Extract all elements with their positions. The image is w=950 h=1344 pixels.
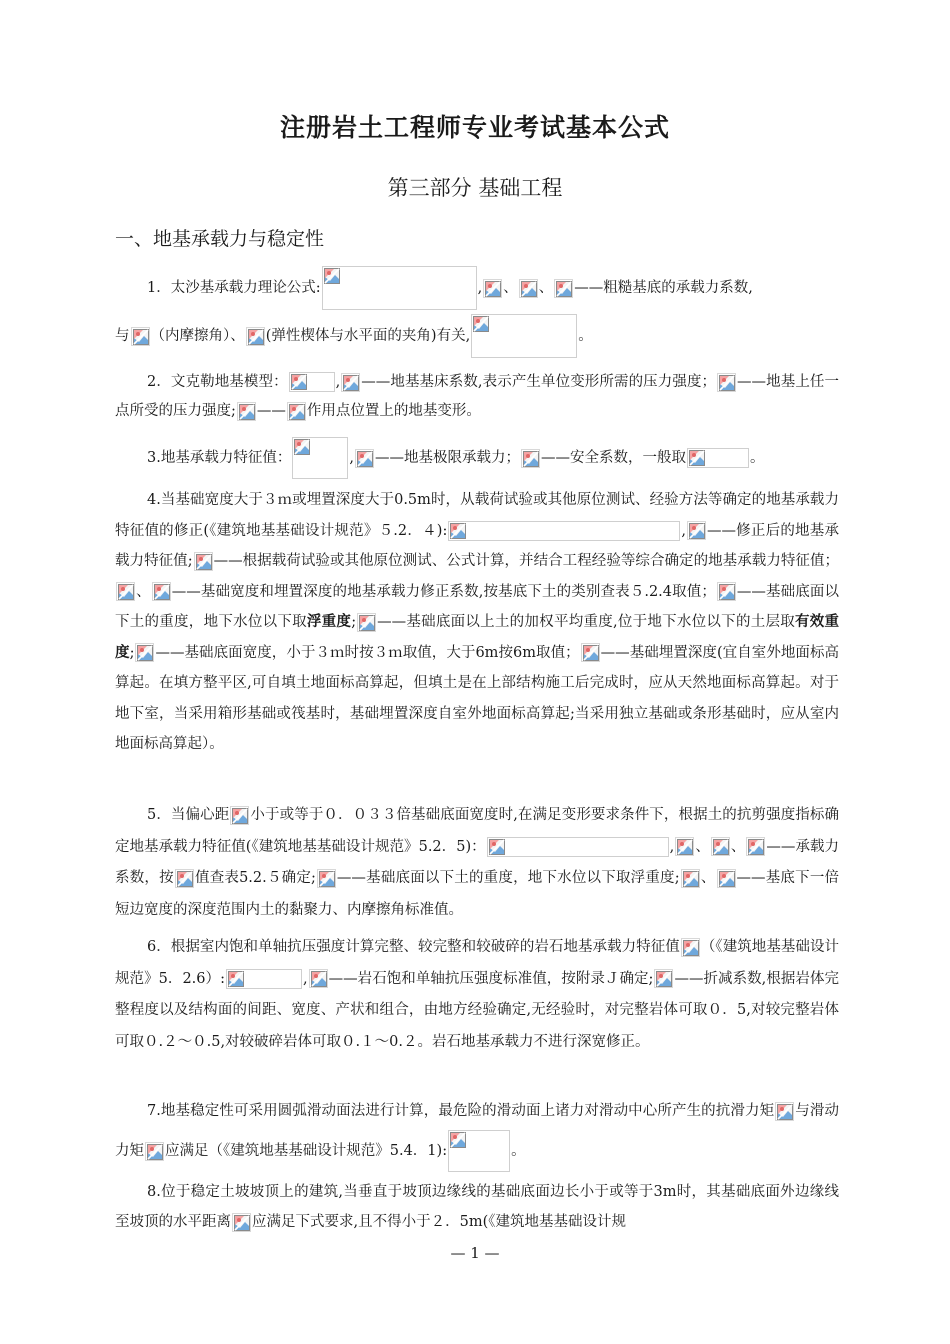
broken-image-icon — [689, 450, 705, 466]
broken-image-icon — [583, 645, 599, 661]
formula-image-placeholder — [654, 969, 673, 988]
formula-image-placeholder — [471, 314, 577, 358]
formula-image-placeholder — [487, 837, 669, 857]
broken-image-icon — [357, 451, 373, 467]
formula-image-placeholder — [152, 582, 171, 601]
paragraph-1: 1．太沙基承载力理论公式: , 、 、 ——粗糙基底的承载力系数, 与 （内摩擦角）、 (弹性楔体与水平面的夹角)有关, 。 — [115, 264, 839, 360]
broken-image-icon — [713, 839, 729, 855]
formula-image-placeholder — [717, 582, 736, 601]
broken-image-icon — [485, 281, 501, 297]
formula-image-placeholder — [292, 437, 348, 479]
broken-image-icon — [196, 554, 212, 570]
broken-image-icon — [359, 615, 375, 631]
broken-image-icon — [319, 871, 335, 887]
formula-image-placeholder — [341, 373, 360, 392]
formula-image-placeholder — [357, 613, 376, 632]
formula-image-placeholder — [687, 521, 706, 540]
broken-image-icon — [228, 971, 244, 987]
broken-image-icon — [232, 808, 248, 824]
formula-image-placeholder — [287, 402, 306, 421]
formula-image-placeholder — [746, 837, 765, 856]
paragraph-5: 5．当偏心距 小于或等于０．０３３倍基础底面宽度时,在满足变形要求条件下，根据土的抗剪强度指标确定地基承载力特征值(《建筑地基基础设计规范》5.2．5)： , 、 、 ——承载力系数，按 值查表5.2.５确定; ——基础底面以下土的重度，地下水位以下取浮重度; 、 ——基底下一倍短边宽度的深度范围内土的黏聚力、内摩擦角标准值。 — [115, 807, 840, 918]
formula-image-placeholder — [681, 938, 700, 957]
broken-image-icon — [291, 374, 307, 390]
broken-image-icon — [689, 523, 705, 539]
broken-image-icon — [248, 329, 264, 345]
formula-image-placeholder — [355, 449, 374, 468]
formula-image-placeholder — [675, 837, 694, 856]
formula-image-placeholder — [246, 327, 265, 346]
broken-image-icon — [147, 1144, 163, 1160]
paragraph-7: 7.地基稳定性可采用圆弧滑动面法进行计算，最危险的滑动面上诸力对滑动中心所产生的抗滑力矩 与滑动力矩 应满足（《建筑地基基础设计规范》5.4．1): 。 — [115, 1092, 839, 1172]
broken-image-icon — [677, 839, 693, 855]
formula-image-placeholder — [717, 869, 736, 888]
broken-image-icon — [748, 839, 764, 855]
formula-image-placeholder — [135, 643, 154, 662]
formula-image-placeholder — [237, 402, 256, 421]
paragraph-2: 2．文克勒地基模型： , ——地基基床系数,表示产生单位变形所需的压力强度； ——地基上任一点所受的压力强度; —— 作用点位置上的地基变形。 — [115, 374, 840, 419]
broken-image-icon — [777, 1104, 793, 1120]
broken-image-icon — [294, 439, 310, 455]
broken-image-icon — [683, 871, 699, 887]
broken-image-icon — [289, 404, 305, 420]
broken-image-icon — [137, 645, 153, 661]
broken-image-icon — [154, 584, 170, 600]
broken-image-icon — [719, 375, 735, 391]
broken-image-icon — [521, 281, 537, 297]
formula-image-placeholder — [289, 372, 335, 392]
broken-image-icon — [177, 871, 193, 887]
broken-image-icon — [473, 316, 489, 332]
broken-image-icon — [118, 584, 134, 600]
broken-image-icon — [523, 451, 539, 467]
broken-image-icon — [311, 971, 327, 987]
paragraph-3: 3.地基承载力特征值： , ——地基极限承载力； ——安全系数，一般取 。 — [115, 436, 839, 480]
paragraph-8: 8.位于稳定土坡坡顶上的建筑,当垂直于坡顶边缘线的基础底面边长小于或等于3m时，其基础底面外边缘线至坡顶的水平距离 应满足下式要求,且不得小于２．5m(《建筑地基基础设计规 — [115, 1184, 839, 1230]
formula-image-placeholder — [322, 266, 477, 310]
broken-image-icon — [234, 1215, 250, 1231]
broken-image-icon — [343, 375, 359, 391]
formula-image-placeholder — [717, 373, 736, 392]
formula-image-placeholder — [232, 1213, 251, 1232]
formula-image-placeholder — [711, 837, 730, 856]
broken-image-icon — [324, 268, 340, 284]
formula-image-placeholder — [145, 1142, 164, 1161]
formula-image-placeholder — [775, 1102, 794, 1121]
document-title: 注册岩土工程师专业考试基本公式 — [279, 113, 670, 142]
paragraph-6: 6．根据室内饱和单轴抗压强度计算完整、较完整和较破碎的岩石地基承载力特征值 （《建筑地基基础设计规范》5．2.6）: , ——岩石饱和单轴抗压强度标准值，按附录Ｊ确定; ——折减系数,根据岩体完整程度以及结构面的间距、宽度、产状和组合，由地方经验确定,无经验时，对完整岩体可取０．5,对较完整岩体可取０.２～０.5,对较破碎岩体可取０.１～0.２。岩石地基承载力不进行深宽修正。 — [115, 939, 840, 1050]
formula-image-placeholder — [519, 279, 538, 298]
formula-image-placeholder — [448, 521, 680, 541]
broken-image-icon — [239, 404, 255, 420]
formula-image-placeholder — [554, 279, 573, 298]
formula-image-placeholder — [230, 806, 249, 825]
formula-image-placeholder — [521, 449, 540, 468]
formula-image-placeholder — [309, 969, 328, 988]
formula-image-placeholder — [681, 869, 700, 888]
formula-image-placeholder — [116, 582, 135, 601]
broken-image-icon — [450, 523, 466, 539]
paragraph-4: 4.当基础宽度大于３ｍ或埋置深度大于0.5m时，从载荷试验或其他原位测试、经验方法等确定的地基承载力特征值的修正(《建筑地基基础设计规范》５.2．４): , ——修正后的地基承载力特征值; ——根据载荷试验或其他原位测试、公式计算，并结合工程经验等综合确定的地基承载力特征值； 、 ——基础宽度和埋置深度的地基承载力修正系数,按基底下土的类别查表５.2.4取值； ——基础底面以下土的重度，地下水位以下取浮重度; ——基础底面以上土的加权平均重度,位于地下水位以下的土层取有效重度; ——基础底面宽度，小于３ｍ时按３ｍ取值，大于6m按6m取值； ——基础埋置深度(宜自室外地面标高算起。在填方整平区,可自填土地面标高算起，但填土是在上部结构施工后完成时，应从天然地面标高算起。对于地下室，当采用箱形基础或筏基时，基础埋置深度自室外地面标高算起;当采用独立基础或条形基础时，应从室内地面标高算起）。 — [115, 492, 840, 752]
broken-image-icon — [489, 839, 505, 855]
formula-image-placeholder — [317, 869, 336, 888]
part-subtitle: 第三部分 基础工程 — [387, 176, 563, 200]
formula-image-placeholder — [581, 643, 600, 662]
formula-image-placeholder — [194, 552, 213, 571]
formula-image-placeholder — [175, 869, 194, 888]
broken-image-icon — [719, 871, 735, 887]
broken-image-icon — [133, 329, 149, 345]
broken-image-icon — [450, 1132, 466, 1148]
formula-image-placeholder — [131, 327, 150, 346]
formula-image-placeholder — [483, 279, 502, 298]
broken-image-icon — [556, 281, 572, 297]
page-number: — 1 — — [450, 1244, 500, 1262]
section-heading: 一、地基承载力与稳定性 — [115, 228, 325, 250]
broken-image-icon — [719, 584, 735, 600]
broken-image-icon — [683, 940, 699, 956]
formula-image-placeholder — [448, 1130, 510, 1172]
broken-image-icon — [656, 971, 672, 987]
formula-image-placeholder — [687, 448, 749, 468]
formula-image-placeholder — [226, 969, 302, 989]
